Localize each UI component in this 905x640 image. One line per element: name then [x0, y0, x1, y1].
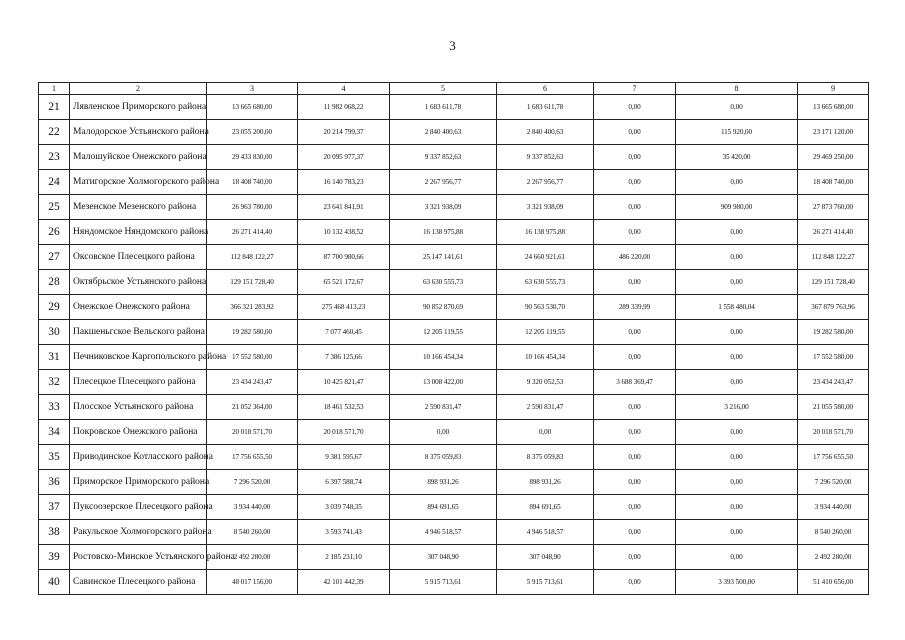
table-row: [39, 370, 869, 395]
header-row: [39, 83, 869, 95]
table-row: [39, 420, 869, 445]
value-col-3: 19 282 580,00: [207, 320, 298, 345]
table-row: [39, 120, 869, 145]
value-col-9: 27 873 760,00: [798, 195, 869, 220]
value-col-8: 0,00: [676, 470, 798, 495]
value-col-9: 19 282 580,00: [798, 320, 869, 345]
value-col-6: 90 563 530,70: [497, 295, 594, 320]
table-body: [39, 95, 869, 595]
value-col-8: 0,00: [676, 370, 798, 395]
settlement-name: Мезенское Мезенского района: [70, 195, 207, 220]
column-header: 6: [497, 83, 594, 95]
settlement-name: Ростовско-Минское Устьянского района: [70, 545, 207, 570]
value-col-5: 90 852 870,69: [390, 295, 497, 320]
value-col-9: 20 018 571,70: [798, 420, 869, 445]
column-header: 4: [298, 83, 390, 95]
budget-table: [38, 82, 869, 595]
value-col-9: 8 540 260,00: [798, 520, 869, 545]
value-col-8: 0,00: [676, 320, 798, 345]
value-col-8: 0,00: [676, 170, 798, 195]
value-col-5: 5 915 713,61: [390, 570, 497, 595]
value-col-4: 7 386 125,66: [298, 345, 390, 370]
value-col-4: 11 982 068,22: [298, 95, 390, 120]
value-col-4: 2 185 231,10: [298, 545, 390, 570]
table-row: [39, 470, 869, 495]
settlement-name: Савинское Плесецкого района: [70, 570, 207, 595]
value-col-7: 0,00: [594, 495, 676, 520]
value-col-3: 129 151 728,40: [207, 270, 298, 295]
settlement-name: Оксовское Плесецкого района: [70, 245, 207, 270]
value-col-5: 3 321 938,09: [390, 195, 497, 220]
value-col-6: 0,00: [497, 420, 594, 445]
value-col-5: 12 205 119,55: [390, 320, 497, 345]
value-col-5: 2 590 831,47: [390, 395, 497, 420]
row-number: 33: [39, 395, 70, 420]
value-col-6: 12 205 119,55: [497, 320, 594, 345]
value-col-5: 25 147 141,61: [390, 245, 497, 270]
table-row: [39, 195, 869, 220]
value-col-9: 17 756 655,50: [798, 445, 869, 470]
value-col-6: 24 660 921,61: [497, 245, 594, 270]
value-col-8: 909 980,00: [676, 195, 798, 220]
settlement-name: Онежское Онежского района: [70, 295, 207, 320]
value-col-6: 16 138 975,88: [497, 220, 594, 245]
value-col-4: 16 140 783,23: [298, 170, 390, 195]
value-col-8: 0,00: [676, 495, 798, 520]
value-col-5: 0,00: [390, 420, 497, 445]
value-col-9: 18 408 740,00: [798, 170, 869, 195]
row-number: 22: [39, 120, 70, 145]
value-col-5: 16 138 975,88: [390, 220, 497, 245]
settlement-name: Приводинское Котласского района: [70, 445, 207, 470]
value-col-4: 18 461 532,53: [298, 395, 390, 420]
value-col-7: 3 688 369,47: [594, 370, 676, 395]
value-col-7: 0,00: [594, 120, 676, 145]
row-number: 36: [39, 470, 70, 495]
value-col-9: 2 492 280,00: [798, 545, 869, 570]
value-col-5: 1 683 611,78: [390, 95, 497, 120]
table-row: [39, 345, 869, 370]
value-col-3: 17 552 580,00: [207, 345, 298, 370]
settlement-name: Покровское Онежского района: [70, 420, 207, 445]
value-col-4: 20 214 799,37: [298, 120, 390, 145]
value-col-7: 0,00: [594, 545, 676, 570]
value-col-6: 3 321 938,09: [497, 195, 594, 220]
value-col-8: 115 920,00: [676, 120, 798, 145]
value-col-7: 0,00: [594, 95, 676, 120]
settlement-name: Плесецкое Плесецкого района: [70, 370, 207, 395]
value-col-5: 898 931,26: [390, 470, 497, 495]
settlement-name: Печниковское Каргопольского района: [70, 345, 207, 370]
value-col-5: 13 008 422,00: [390, 370, 497, 395]
row-number: 35: [39, 445, 70, 470]
value-col-9: 7 296 520,00: [798, 470, 869, 495]
value-col-8: 0,00: [676, 445, 798, 470]
table-row: [39, 95, 869, 120]
table-row: [39, 295, 869, 320]
value-col-4: 9 381 595,67: [298, 445, 390, 470]
row-number: 32: [39, 370, 70, 395]
table-row: [39, 245, 869, 270]
value-col-4: 42 101 442,39: [298, 570, 390, 595]
settlement-name: Октябрьское Устьянского района: [70, 270, 207, 295]
row-number: 25: [39, 195, 70, 220]
table-row: [39, 170, 869, 195]
value-col-4: 20 018 571,70: [298, 420, 390, 445]
row-number: 29: [39, 295, 70, 320]
value-col-7: 289 339,99: [594, 295, 676, 320]
value-col-8: 0,00: [676, 520, 798, 545]
value-col-5: 9 337 852,63: [390, 145, 497, 170]
table-header: [39, 83, 869, 95]
value-col-7: 0,00: [594, 395, 676, 420]
value-col-3: 7 296 520,00: [207, 470, 298, 495]
row-number: 38: [39, 520, 70, 545]
value-col-6: 63 630 555,73: [497, 270, 594, 295]
value-col-5: 8 375 059,83: [390, 445, 497, 470]
column-header: 1: [39, 83, 70, 95]
value-col-6: 894 691,65: [497, 495, 594, 520]
value-col-4: 6 397 588,74: [298, 470, 390, 495]
value-col-6: 2 267 956,77: [497, 170, 594, 195]
column-header: 9: [798, 83, 869, 95]
value-col-8: 0,00: [676, 220, 798, 245]
settlement-name: Малошуйское Онежского района: [70, 145, 207, 170]
page-number: 3: [449, 38, 456, 53]
row-number: 37: [39, 495, 70, 520]
value-col-4: 65 521 172,67: [298, 270, 390, 295]
value-col-6: 4 946 518,57: [497, 520, 594, 545]
value-col-4: 3 039 748,35: [298, 495, 390, 520]
row-number: 21: [39, 95, 70, 120]
value-col-3: 17 756 655,50: [207, 445, 298, 470]
column-header: 2: [70, 83, 207, 95]
value-col-6: 8 375 059,83: [497, 445, 594, 470]
value-col-3: 23 055 200,00: [207, 120, 298, 145]
value-col-3: 26 271 414,40: [207, 220, 298, 245]
value-col-8: 0,00: [676, 420, 798, 445]
settlement-name: Пуксоозерское Плесецкого района: [70, 495, 207, 520]
value-col-8: 3 393 500,00: [676, 570, 798, 595]
value-col-5: 894 691,65: [390, 495, 497, 520]
row-number: 31: [39, 345, 70, 370]
value-col-9: 23 171 120,00: [798, 120, 869, 145]
value-col-3: 29 433 830,00: [207, 145, 298, 170]
table-row: [39, 220, 869, 245]
value-col-7: 0,00: [594, 145, 676, 170]
row-number: 30: [39, 320, 70, 345]
value-col-7: 0,00: [594, 445, 676, 470]
value-col-6: 5 915 713,61: [497, 570, 594, 595]
row-number: 28: [39, 270, 70, 295]
settlement-name: Матигорское Холмогорского района: [70, 170, 207, 195]
value-col-6: 9 320 052,53: [497, 370, 594, 395]
column-header: 7: [594, 83, 676, 95]
value-col-3: 112 848 122,27: [207, 245, 298, 270]
value-col-4: 10 132 438,52: [298, 220, 390, 245]
value-col-5: 307 048,90: [390, 545, 497, 570]
value-col-4: 87 700 980,66: [298, 245, 390, 270]
value-col-4: 10 425 821,47: [298, 370, 390, 395]
value-col-3: 48 017 156,00: [207, 570, 298, 595]
value-col-3: 26 963 780,00: [207, 195, 298, 220]
value-col-7: 0,00: [594, 170, 676, 195]
value-col-9: 23 434 243,47: [798, 370, 869, 395]
value-col-9: 17 552 580,00: [798, 345, 869, 370]
value-col-9: 21 055 580,00: [798, 395, 869, 420]
value-col-7: 0,00: [594, 320, 676, 345]
value-col-7: 0,00: [594, 520, 676, 545]
value-col-8: 0,00: [676, 95, 798, 120]
value-col-7: 486 220,00: [594, 245, 676, 270]
table-row: [39, 320, 869, 345]
value-col-9: 367 879 763,96: [798, 295, 869, 320]
value-col-6: 2 590 831,47: [497, 395, 594, 420]
value-col-8: 3 216,00: [676, 395, 798, 420]
value-col-7: 0,00: [594, 420, 676, 445]
settlement-name: Пакшеньгское Вельского района: [70, 320, 207, 345]
value-col-4: 23 641 841,91: [298, 195, 390, 220]
table-row: [39, 145, 869, 170]
column-header: 5: [390, 83, 497, 95]
value-col-7: 0,00: [594, 345, 676, 370]
value-col-9: 51 410 656,00: [798, 570, 869, 595]
value-col-3: 2 492 280,00: [207, 545, 298, 570]
table-row: [39, 495, 869, 520]
value-col-9: 112 848 122,27: [798, 245, 869, 270]
value-col-7: 0,00: [594, 270, 676, 295]
value-col-6: 1 683 611,78: [497, 95, 594, 120]
value-col-8: 0,00: [676, 545, 798, 570]
value-col-5: 2 267 956,77: [390, 170, 497, 195]
value-col-3: 18 408 740,00: [207, 170, 298, 195]
value-col-4: 275 468 413,23: [298, 295, 390, 320]
value-col-6: 2 840 400,63: [497, 120, 594, 145]
row-number: 26: [39, 220, 70, 245]
row-number: 27: [39, 245, 70, 270]
value-col-9: 3 934 440,00: [798, 495, 869, 520]
value-col-8: 1 558 480,04: [676, 295, 798, 320]
column-header: 8: [676, 83, 798, 95]
value-col-3: 13 665 680,00: [207, 95, 298, 120]
table-row: [39, 270, 869, 295]
table-row: [39, 445, 869, 470]
value-col-5: 4 946 518,57: [390, 520, 497, 545]
row-number: 40: [39, 570, 70, 595]
value-col-7: 0,00: [594, 195, 676, 220]
value-col-4: 7 077 460,45: [298, 320, 390, 345]
value-col-5: 63 630 555,73: [390, 270, 497, 295]
value-col-3: 8 540 260,00: [207, 520, 298, 545]
value-col-8: 35 420,00: [676, 145, 798, 170]
value-col-7: 0,00: [594, 470, 676, 495]
value-col-7: 0,00: [594, 570, 676, 595]
value-col-5: 2 840 400,63: [390, 120, 497, 145]
row-number: 24: [39, 170, 70, 195]
table-row: [39, 570, 869, 595]
value-col-6: 307 048,90: [497, 545, 594, 570]
value-col-4: 20 095 977,37: [298, 145, 390, 170]
value-col-3: 20 018 571,70: [207, 420, 298, 445]
value-col-8: 0,00: [676, 345, 798, 370]
value-col-5: 10 166 454,34: [390, 345, 497, 370]
table-row: [39, 545, 869, 570]
value-col-9: 129 151 728,40: [798, 270, 869, 295]
settlement-name: Лявленское Приморского района: [70, 95, 207, 120]
table-row: [39, 520, 869, 545]
settlement-name: Малодорское Устьянского района: [70, 120, 207, 145]
row-number: 34: [39, 420, 70, 445]
settlement-name: Ракульское Холмогорского района: [70, 520, 207, 545]
value-col-8: 0,00: [676, 245, 798, 270]
value-col-3: 21 052 364,00: [207, 395, 298, 420]
value-col-8: 0,00: [676, 270, 798, 295]
value-col-7: 0,00: [594, 220, 676, 245]
value-col-6: 9 337 852,63: [497, 145, 594, 170]
table-row: [39, 395, 869, 420]
value-col-4: 3 593 741,43: [298, 520, 390, 545]
value-col-9: 29 469 250,00: [798, 145, 869, 170]
value-col-9: 26 271 414,40: [798, 220, 869, 245]
value-col-6: 10 166 454,34: [497, 345, 594, 370]
value-col-3: 3 934 440,00: [207, 495, 298, 520]
row-number: 39: [39, 545, 70, 570]
value-col-9: 13 665 680,00: [798, 95, 869, 120]
settlement-name: Няндомское Няндомского района: [70, 220, 207, 245]
row-number: 23: [39, 145, 70, 170]
value-col-3: 366 321 283,92: [207, 295, 298, 320]
settlement-name: Плосское Устьянского района: [70, 395, 207, 420]
settlement-name: Приморское Приморского района: [70, 470, 207, 495]
value-col-6: 898 931,26: [497, 470, 594, 495]
value-col-3: 23 434 243,47: [207, 370, 298, 395]
column-header: 3: [207, 83, 298, 95]
